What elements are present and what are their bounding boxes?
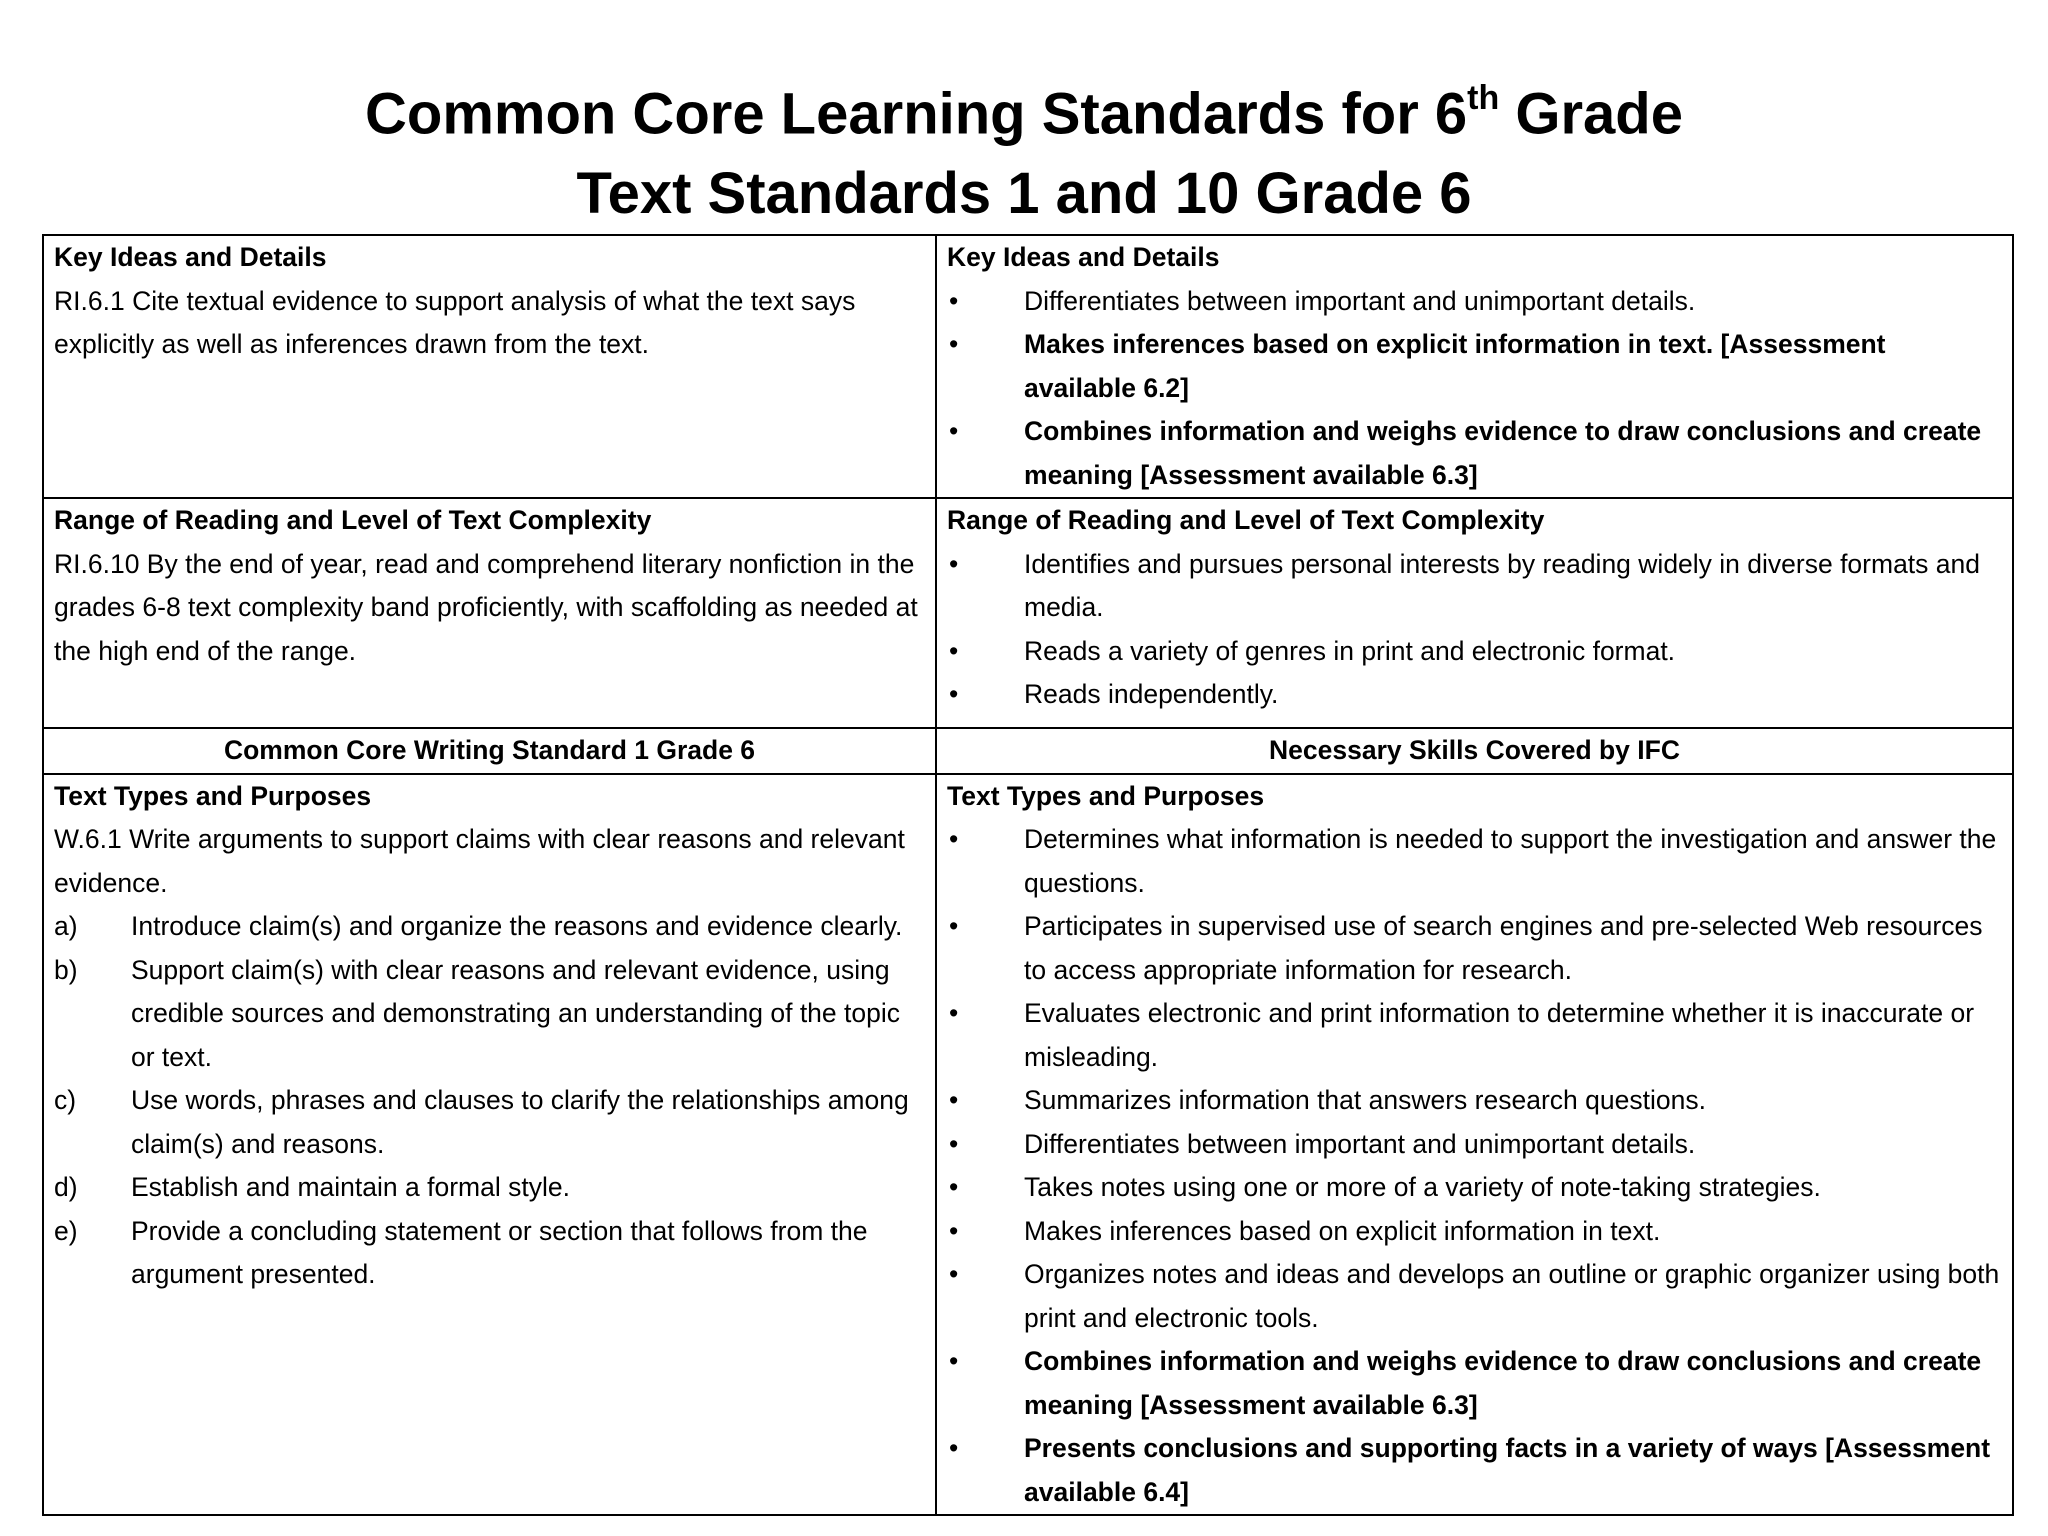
list-item xyxy=(54,1210,925,1297)
list-item: • Takes notes using one or more of a variety of note-taking strategies. xyxy=(947,1166,2002,1210)
section-heading: Range of Reading and Level of Text Complexity xyxy=(947,505,1545,535)
section-heading: Key Ideas and Details xyxy=(54,242,327,272)
list-item: • Summarizes information that answers research questions. xyxy=(947,1079,2002,1123)
list-item: • Presents conclusions and supporting facts in a variety of ways [Assessment available 6.4] xyxy=(947,1427,2002,1514)
list-item xyxy=(54,1079,925,1166)
list-item: • Organizes notes and ideas and develops an outline or graphic organizer using both print and electronic tools. xyxy=(947,1253,2002,1340)
list-item xyxy=(54,1166,925,1210)
list-item: • Differentiates between important and unimportant details. xyxy=(947,280,2002,324)
section-heading: Range of Reading and Level of Text Complexity xyxy=(54,505,652,535)
standard-text: W.6.1 Write arguments to support claims with clear reasons and relevant evidence. xyxy=(54,824,905,898)
table-row xyxy=(43,498,2013,728)
list-marker: e) xyxy=(54,1215,78,1246)
skills-list xyxy=(947,818,2002,1514)
title-line-1 xyxy=(0,62,2048,154)
list-item: • Combines information and weighs evidence to draw conclusions and create meaning [Assessment available 6.3] xyxy=(947,1340,2002,1427)
list-item-text: Introduce claim(s) and organize the reasons and evidence clearly. xyxy=(131,911,903,941)
list-marker: a) xyxy=(54,911,78,941)
writing-standard-header: Common Core Writing Standard 1 Grade 6 xyxy=(43,728,936,774)
list-item: • Reads a variety of genres in print and electronic format. xyxy=(947,630,2002,674)
title-line-1-prefix: Common Core Learning Standards for 6 xyxy=(365,81,1468,147)
skills-cell xyxy=(936,235,2013,498)
section-heading: Key Ideas and Details xyxy=(947,242,1220,272)
skills-cell xyxy=(936,498,2013,728)
list-item: • Evaluates electronic and print information to determine whether it is inaccurate or misleading. xyxy=(947,992,2002,1079)
list-item: • Identifies and pursues personal interests by reading widely in diverse formats and media. xyxy=(947,543,2002,630)
list-marker: c) xyxy=(54,1085,77,1115)
list-item: • Combines information and weighs evidence to draw conclusions and create meaning [Assessment available 6.3] xyxy=(947,410,2002,497)
lettered-list xyxy=(54,905,925,1297)
title-line-2: Text Standards 1 and 10 Grade 6 xyxy=(576,161,1472,227)
section-heading: Text Types and Purposes xyxy=(947,780,1265,811)
skills-cell xyxy=(936,774,2013,1516)
list-item xyxy=(54,905,925,949)
skills-header: Necessary Skills Covered by IFC xyxy=(936,728,2013,774)
skills-list xyxy=(947,543,2002,717)
list-marker: d) xyxy=(54,1172,78,1202)
list-item xyxy=(54,949,925,1080)
standard-cell xyxy=(43,774,936,1516)
list-item: • Makes inferences based on explicit information in text. xyxy=(947,1210,2002,1254)
standard-text: RI.6.10 By the end of year, read and comprehend literary nonfiction in the grades 6-8 text complexity band proficiently, with scaffolding as needed at the high end of the range. xyxy=(54,548,918,666)
list-item-text: Support claim(s) with clear reasons and relevant evidence, using credible sources and demonstrating an understanding of the topic or text. xyxy=(131,954,900,1072)
list-item: • Reads independently. xyxy=(947,673,2002,717)
list-item-text: Provide a concluding statement or section that follows from the argument presented. xyxy=(131,1215,868,1289)
table-row xyxy=(43,235,2013,498)
list-item: • Makes inferences based on explicit information in text. [Assessment available 6.2] xyxy=(947,323,2002,410)
list-item-text: Establish and maintain a formal style. xyxy=(131,1172,570,1202)
title-line-1-superscript: th xyxy=(1467,79,1500,117)
table-header-row xyxy=(43,728,2013,774)
title-line-1-suffix: Grade xyxy=(1499,81,1683,147)
standard-cell xyxy=(43,235,936,498)
list-item: • Differentiates between important and unimportant details. xyxy=(947,1123,2002,1167)
skills-list xyxy=(947,280,2002,498)
list-item: • Determines what information is needed to support the investigation and answer the questions. xyxy=(947,818,2002,905)
list-item: • Participates in supervised use of search engines and pre-selected Web resources to access appropriate information for research. xyxy=(947,905,2002,992)
document-title xyxy=(0,62,2048,234)
section-heading: Text Types and Purposes xyxy=(54,780,372,811)
standard-cell xyxy=(43,498,936,728)
standards-table xyxy=(42,234,2014,1516)
standard-text: RI.6.1 Cite textual evidence to support analysis of what the text says explicitly as well as inferences drawn from the text. xyxy=(54,285,856,359)
table-row xyxy=(43,774,2013,1516)
list-marker: b) xyxy=(54,954,78,985)
list-item-text: Use words, phrases and clauses to clarify the relationships among claim(s) and reasons. xyxy=(131,1085,909,1159)
